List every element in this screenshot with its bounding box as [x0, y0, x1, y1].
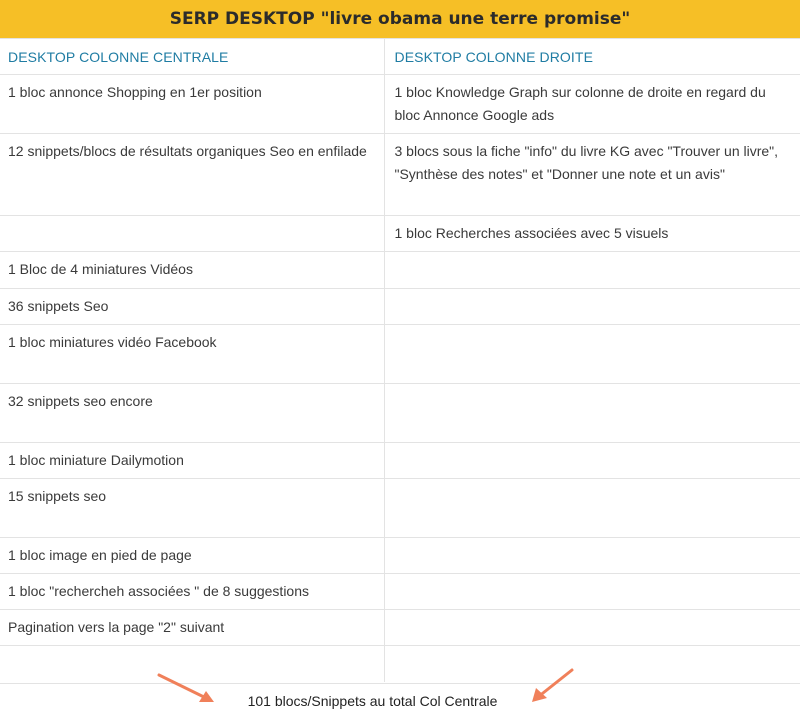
- right-cell: [384, 479, 800, 538]
- central-cell: 1 bloc image en pied de page: [0, 538, 384, 574]
- central-cell: 1 bloc miniature Dailymotion: [0, 443, 384, 479]
- table-header-row: [0, 39, 800, 75]
- table-row: [0, 252, 800, 289]
- central-cell: [0, 216, 384, 252]
- central-cell: 15 snippets seo: [0, 479, 384, 538]
- right-cell: [384, 646, 800, 682]
- serp-table: [0, 38, 800, 682]
- central-cell: 1 bloc "rechercheh associées " de 8 suggestions: [0, 574, 384, 610]
- central-cell: 1 bloc miniatures vidéo Facebook: [0, 325, 384, 384]
- table-row: [0, 325, 800, 384]
- right-cell: [384, 610, 800, 646]
- central-cell: 12 snippets/blocs de résultats organiques Seo en enfilade: [0, 134, 384, 216]
- table-row: [0, 384, 800, 443]
- central-cell: 36 snippets Seo: [0, 289, 384, 325]
- central-cell: 32 snippets seo encore: [0, 384, 384, 443]
- table-row: [0, 134, 800, 216]
- table-row: [0, 479, 800, 538]
- table-row: [0, 538, 800, 574]
- right-cell: [384, 443, 800, 479]
- table-row: [0, 289, 800, 325]
- table-row: [0, 574, 800, 610]
- right-cell: 1 bloc Recherches associées avec 5 visuels: [384, 216, 800, 252]
- footer-divider: [0, 683, 800, 684]
- arrow-left-icon: [156, 672, 218, 706]
- table-row: [0, 610, 800, 646]
- arrow-right-icon: [528, 667, 576, 705]
- central-cell: Pagination vers la page "2" suivant: [0, 610, 384, 646]
- right-cell: [384, 538, 800, 574]
- table-row: [0, 646, 800, 682]
- right-cell: 3 blocs sous la fiche "info" du livre KG avec "Trouver un livre", "Synthèse des notes" et "Donner une note et un avis": [384, 134, 800, 216]
- sheet-title: SERP DESKTOP "livre obama une terre promise": [0, 0, 800, 38]
- central-cell: 1 bloc annonce Shopping en 1er position: [0, 75, 384, 134]
- table-row: [0, 75, 800, 134]
- right-cell: [384, 289, 800, 325]
- right-cell: [384, 574, 800, 610]
- table-row: [0, 443, 800, 479]
- right-cell: [384, 252, 800, 289]
- right-cell: [384, 325, 800, 384]
- central-cell: 1 Bloc de 4 miniatures Vidéos: [0, 252, 384, 289]
- footer-total: 101 blocs/Snippets au total Col Centrale: [230, 689, 515, 713]
- header-central-column: DESKTOP COLONNE CENTRALE: [0, 39, 384, 75]
- right-cell: [384, 384, 800, 443]
- header-right-column: DESKTOP COLONNE DROITE: [384, 39, 800, 75]
- right-cell: 1 bloc Knowledge Graph sur colonne de droite en regard du bloc Annonce Google ads: [384, 75, 800, 134]
- table-row: [0, 216, 800, 252]
